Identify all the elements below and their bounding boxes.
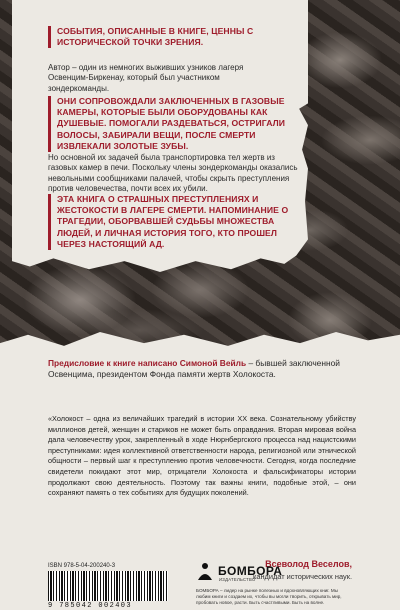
- highlight-historical-value: СОБЫТИЯ, ОПИСАННЫЕ В КНИГЕ, ЦЕННЫ С ИСТОРИЧЕСКОЙ ТОЧКИ ЗРЕНИЯ.: [48, 26, 257, 48]
- publisher-logo: [196, 562, 296, 584]
- isbn-text: ISBN 978-5-04-200240-3: [48, 563, 116, 569]
- highlight-gas-chambers: ОНИ СОПРОВОЖДАЛИ ЗАКЛЮЧЕННЫХ В ГАЗОВЫЕ КАМЕРЫ, КОТОРЫЕ БЫЛИ ОБОРУДОВАНЫ КАК ДУШЕВЫЕ. ПОМОГАЛИ РАЗДЕВАТЬСЯ, ОСТРИГАЛИ ВОЛОСЫ, ЗАБИРАЛИ ВЕЩИ, ПОСЛЕ СМЕРТИ ИЗВЛЕКАЛИ ЗОЛОТЫЕ ЗУБЫ.: [48, 96, 295, 152]
- barcode-digits: 9 785042 002403: [48, 602, 133, 610]
- publisher-blurb: БОМБОРА – лидер на рынке полезных и вдохновляющих книг. Мы любим книги и создаем их, чтобы вы могли творить, открывать мир, пробовать новое, расти. Быть счастливыми. Быть на волне.: [196, 588, 342, 605]
- publisher-sub: ИЗДАТЕЛЬСТВО: [219, 577, 256, 582]
- isbn-block: [48, 563, 170, 610]
- barcode: [48, 571, 168, 601]
- preface-lead: Предисловие к книге написано Симоной Вейль: [48, 358, 247, 368]
- quote-author-name: Всеволод Веселов,: [265, 559, 352, 569]
- main-task-paragraph: Но основной их задачей была транспортировка тел жертв из газовых камер в печи. Поскольку члены зондеркоманды оказались невольными сообщниками палачей, чтобы скрыть преступления против человечества, почти всех их убили.: [48, 153, 298, 194]
- quote-paragraph: «Холокост – одна из величайших трагедий в истории XX века. Сознательному убийству миллионов детей, женщин и стариков не может быть оправдания. Вторая мировая война дала человечеству урок, закрепленный в ходе Нюрнбергского процесса над нацистскими преступниками: идея коллективной ответственности народа, религиозной или этнической общности – первый шаг к преступлению против человечности. Сегодня, когда последние свидетели покидают этот мир, отрицатели Холокоста и фальсификаторы истории продолжают свою деятельность. Поэтому так важны книги, подобные этой, – они сохраняют память о тех событиях для будущих поколений.: [48, 414, 356, 498]
- preface-rest: – бывшей заключенной Освенцима, президентом Фонда памяти жертв Холокоста.: [48, 358, 340, 379]
- author-note: Автор – один из немногих выживших узников лагеря Освенцим-Биркенау, который был участником зондеркоманды.: [48, 63, 244, 93]
- publisher-name: БОМБОРА: [218, 564, 283, 578]
- highlight-book-about: ЭТА КНИГА О СТРАШНЫХ ПРЕСТУПЛЕНИЯХ И ЖЕСТОКОСТИ В ЛАГЕРЕ СМЕРТИ. НАПОМИНАНИЕ О ТРАГЕДИИ, ОБОРВАВШЕЙ СУДЬБЫ МНОЖЕСТВА ЛЮДЕЙ, И ЛИЧНАЯ ИСТОРИЯ ТОГО, КТО ПРОШЕЛ ЧЕРЕЗ НАСТОЯЩИЙ АД.: [48, 194, 305, 250]
- preface-paragraph: [48, 358, 352, 380]
- bombora-wave-icon: [196, 562, 214, 582]
- quote-author-title: кандидат исторических наук.: [252, 572, 352, 581]
